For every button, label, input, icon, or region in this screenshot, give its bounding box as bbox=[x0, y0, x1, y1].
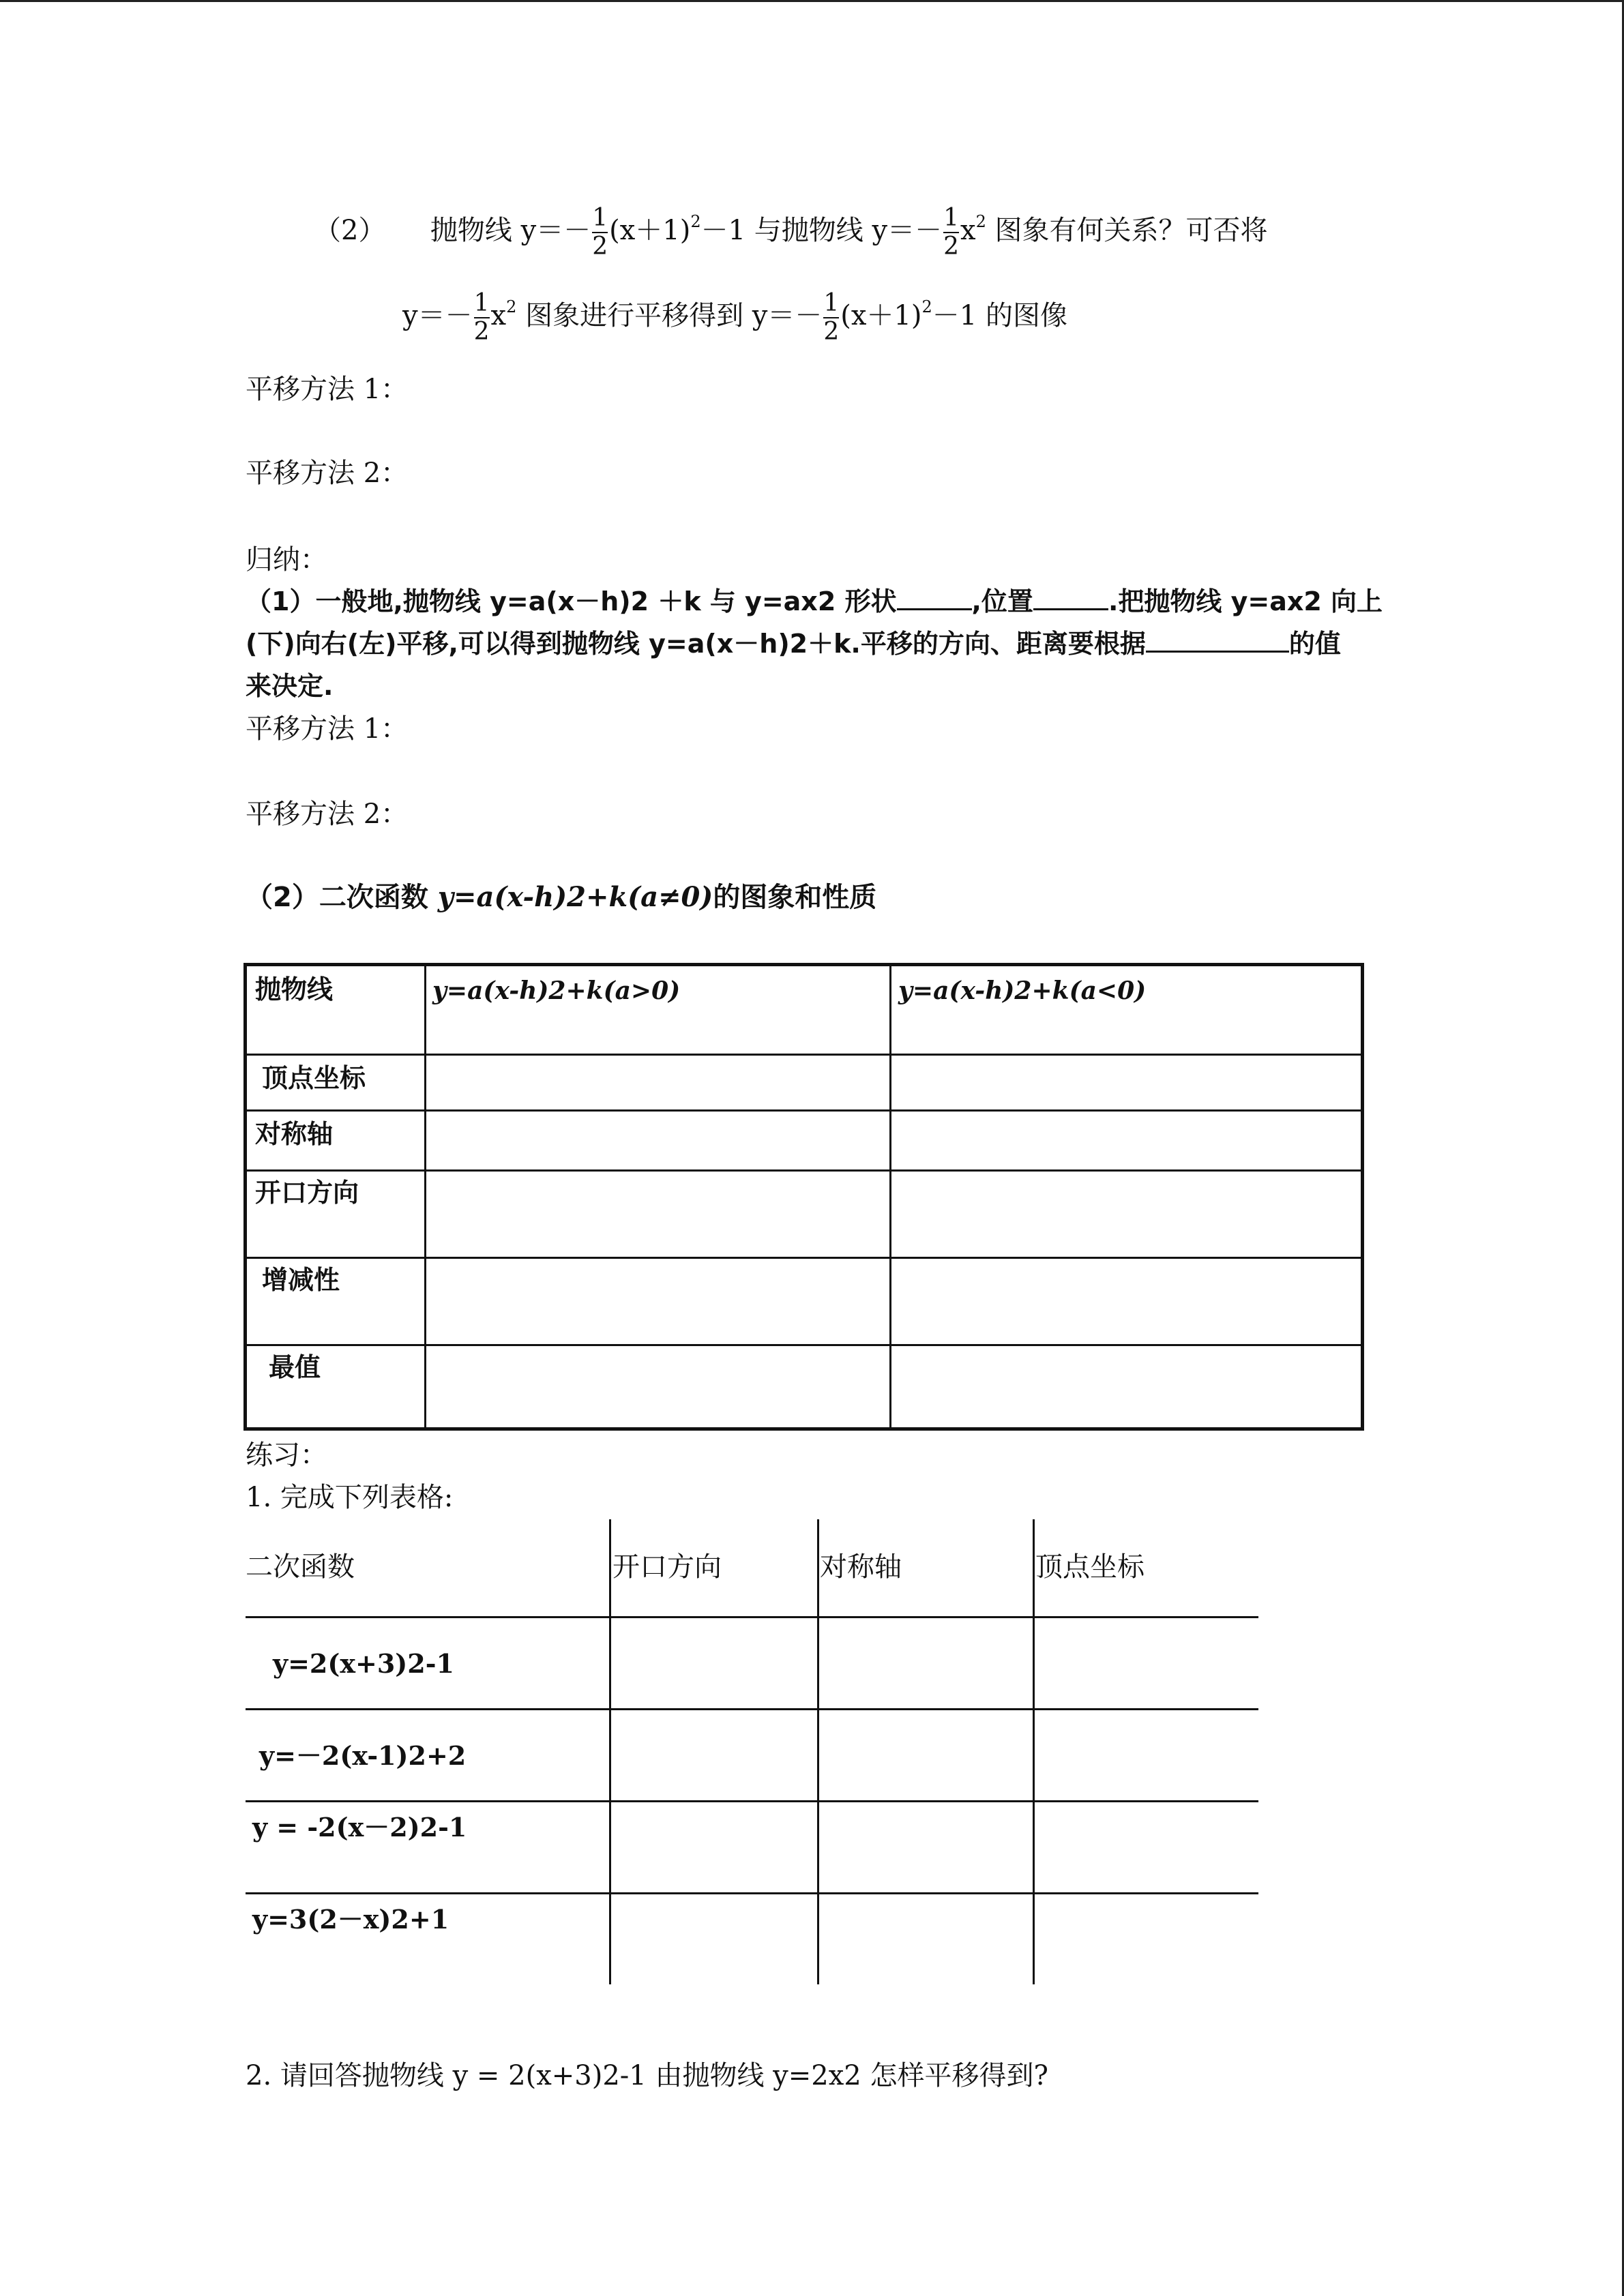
table-header-a-negative: y=a(x-h)2+k(a<0) bbox=[898, 976, 1147, 1005]
fraction: $\frac{1}{2}$ bbox=[473, 289, 490, 346]
exercise-2: 2. 请回答抛物线 y = 2(x+3)2-1 由抛物线 y=2x2 怎样平移得到? bbox=[246, 2060, 1048, 2091]
fraction: $\frac{1}{2}$ bbox=[592, 204, 608, 260]
question-number: （2） bbox=[314, 215, 386, 246]
row-label-axis: 对称轴 bbox=[255, 1119, 334, 1149]
function-row-2: y=－2(x-1)2+2 bbox=[259, 1740, 467, 1771]
method-1-label: 平移方法 1： bbox=[246, 374, 409, 405]
properties-table bbox=[243, 963, 1364, 1431]
table-divider bbox=[889, 966, 891, 1427]
fraction: $\frac{1}{2}$ bbox=[823, 289, 840, 346]
table-divider bbox=[246, 1892, 1258, 1894]
function-row-1: y=2(x+3)2-1 bbox=[273, 1648, 454, 1679]
table-header-parabola: 抛物线 bbox=[255, 974, 334, 1004]
question-2-line-2: y＝－ $\frac{1}{2}$ $x^2$ 图象进行平移得到 y＝－ $\frac{1}{2}$ $(x+1)^2-1$ 的图像 bbox=[402, 289, 1067, 346]
table-divider bbox=[246, 1800, 1258, 1802]
header-opening: 开口方向 bbox=[612, 1551, 722, 1583]
exercise-1: 1. 完成下列表格: bbox=[246, 1482, 454, 1513]
table-divider bbox=[817, 1519, 819, 1984]
summary-para-1: （1）一般地,抛物线 y=a(x－h)2 ＋k 与 y=ax2 形状 ,位置 .把抛物线 y=ax2 向上 bbox=[246, 581, 1383, 622]
fill-blank[interactable] bbox=[897, 581, 972, 610]
table-divider bbox=[424, 966, 426, 1427]
summary-para-2: (下)向右(左)平移,可以得到抛物线 y=a(x－h)2＋k.平移的方向、距离要根据 的值 bbox=[246, 623, 1341, 664]
table-divider bbox=[247, 1344, 1361, 1346]
table-divider bbox=[247, 1169, 1361, 1172]
header-function: 二次函数 bbox=[246, 1551, 355, 1583]
summary-label: 归纳： bbox=[246, 544, 327, 576]
function-row-3: y = -2(x－2)2-1 bbox=[252, 1812, 467, 1843]
table-divider bbox=[246, 1708, 1258, 1710]
fill-blank[interactable] bbox=[1033, 581, 1108, 610]
method-1-label-b: 平移方法 1： bbox=[246, 713, 409, 745]
table-header-a-positive: y=a(x-h)2+k(a>0) bbox=[432, 976, 681, 1005]
row-label-monotonicity: 增减性 bbox=[262, 1265, 340, 1295]
section-2-heading: （2）二次函数 y=a(x-h)2+k(a≠0)的图象和性质 bbox=[246, 881, 877, 913]
exercise-table bbox=[246, 1519, 1258, 1984]
table-divider bbox=[247, 1054, 1361, 1056]
table-divider bbox=[247, 1257, 1361, 1259]
row-label-opening: 开口方向 bbox=[255, 1178, 359, 1208]
practice-label: 练习： bbox=[246, 1440, 327, 1471]
table-divider bbox=[247, 1109, 1361, 1112]
method-2-label: 平移方法 2： bbox=[246, 458, 409, 489]
function-row-4: y=3(2－x)2+1 bbox=[252, 1904, 449, 1935]
table-divider bbox=[246, 1616, 1258, 1618]
header-axis: 对称轴 bbox=[820, 1551, 902, 1583]
row-label-vertex: 顶点坐标 bbox=[262, 1063, 366, 1093]
header-vertex: 顶点坐标 bbox=[1035, 1551, 1145, 1583]
question-2-line-1: （2） 抛物线 y＝－ $\frac{1}{2}$ $(x+1)^2-1$ 与抛物线 y＝－ $\frac{1}{2}$ $x^2$ 图象有何关系？可否将 bbox=[314, 204, 1268, 260]
page-border-top bbox=[0, 0, 1624, 2]
summary-para-3: 来决定. bbox=[246, 671, 334, 701]
method-2-label-b: 平移方法 2： bbox=[246, 799, 409, 830]
row-label-extremum: 最值 bbox=[269, 1352, 321, 1382]
fill-blank[interactable] bbox=[1146, 623, 1289, 653]
table-divider bbox=[1033, 1519, 1035, 1984]
fraction: $\frac{1}{2}$ bbox=[943, 204, 959, 260]
table-divider bbox=[609, 1519, 611, 1984]
